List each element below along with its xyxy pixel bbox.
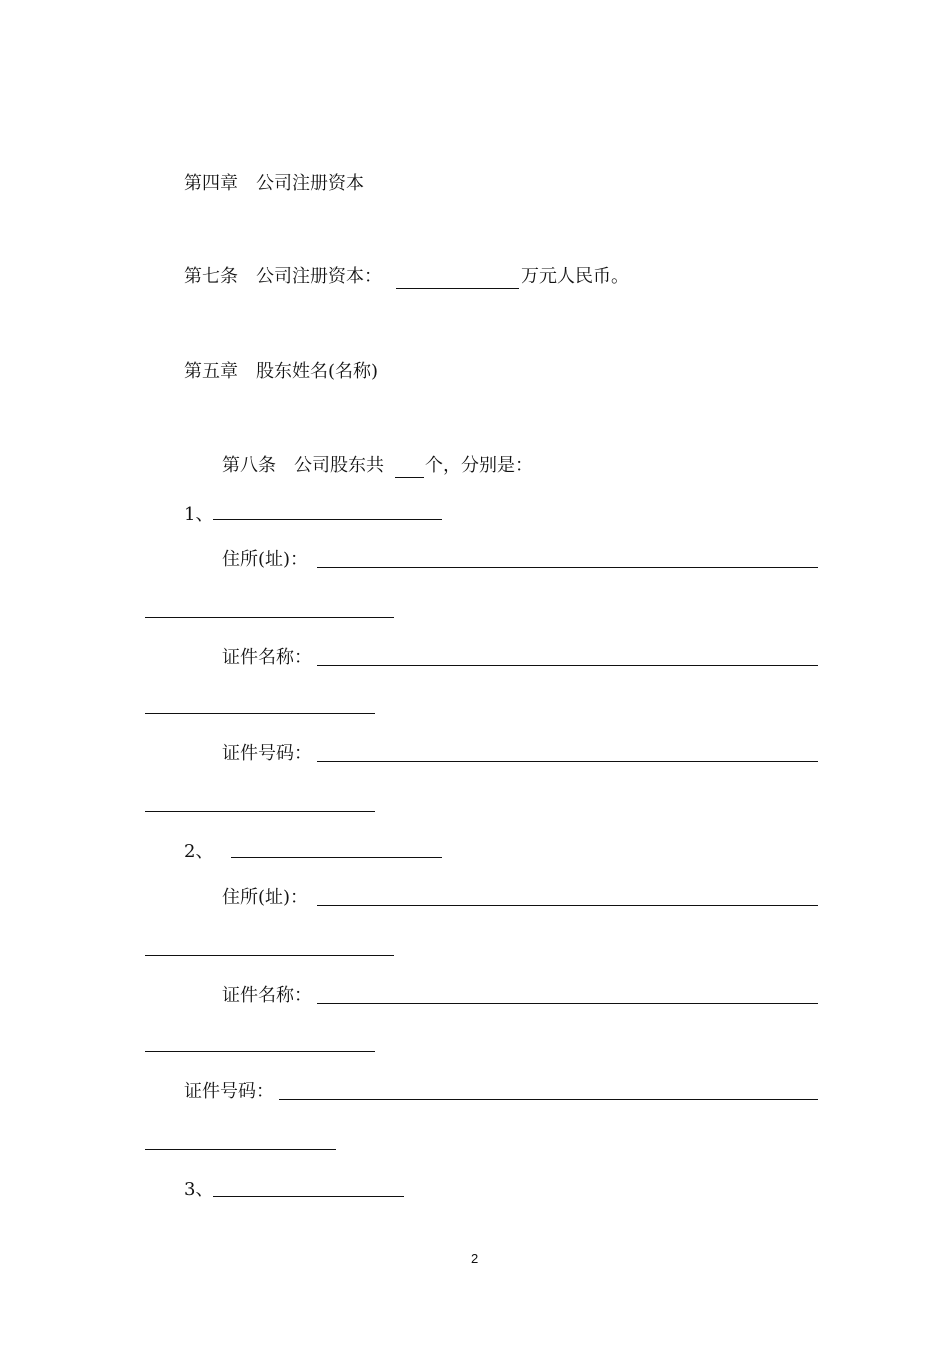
shareholder-1-id-number-label: 证件号码： [222,743,312,764]
shareholder-1-id-name-blank-cont [145,713,375,714]
shareholder-2-address-blank [317,905,818,906]
shareholder-1-id-number-blank [317,761,818,762]
article-7-prefix: 第七条 公司注册资本： [184,266,382,287]
shareholder-1-name-blank [213,519,442,520]
shareholder-2-address-blank-cont [145,955,394,956]
shareholder-2-id-name-blank-cont [145,1051,375,1052]
shareholder-1-address-blank-cont [145,617,394,618]
registered-capital-blank [396,288,519,289]
article-7-suffix: 万元人民币。 [521,266,629,287]
shareholder-2-id-number-label: 证件号码： [184,1081,274,1102]
article-8-prefix: 第八条 公司股东共 [222,455,384,476]
shareholder-2-id-number-blank [279,1099,818,1100]
shareholder-1-id-name-label: 证件名称： [222,647,312,668]
shareholder-2-id-name-blank [317,1003,818,1004]
shareholder-1-address-label: 住所(址)： [222,549,309,570]
shareholder-1-number: 1、 [184,504,214,525]
shareholder-1-id-name-blank [317,665,818,666]
shareholder-2-id-name-label: 证件名称： [222,985,312,1006]
shareholder-count-blank [395,477,424,478]
chapter-5-heading: 第五章 股东姓名(名称) [184,361,379,382]
shareholder-1-id-number-blank-cont [145,811,375,812]
page-number: 2 [471,1251,479,1266]
article-8-suffix: 个，分别是： [425,455,533,476]
shareholder-3-name-blank [213,1196,404,1197]
shareholder-3-number: 3、 [184,1179,214,1200]
shareholder-1-address-blank [317,567,818,568]
chapter-4-heading: 第四章 公司注册资本 [184,173,364,194]
shareholder-2-id-number-blank-cont [145,1149,336,1150]
shareholder-2-name-blank [231,857,442,858]
shareholder-2-address-label: 住所(址)： [222,887,309,908]
shareholder-2-number: 2、 [184,841,214,862]
